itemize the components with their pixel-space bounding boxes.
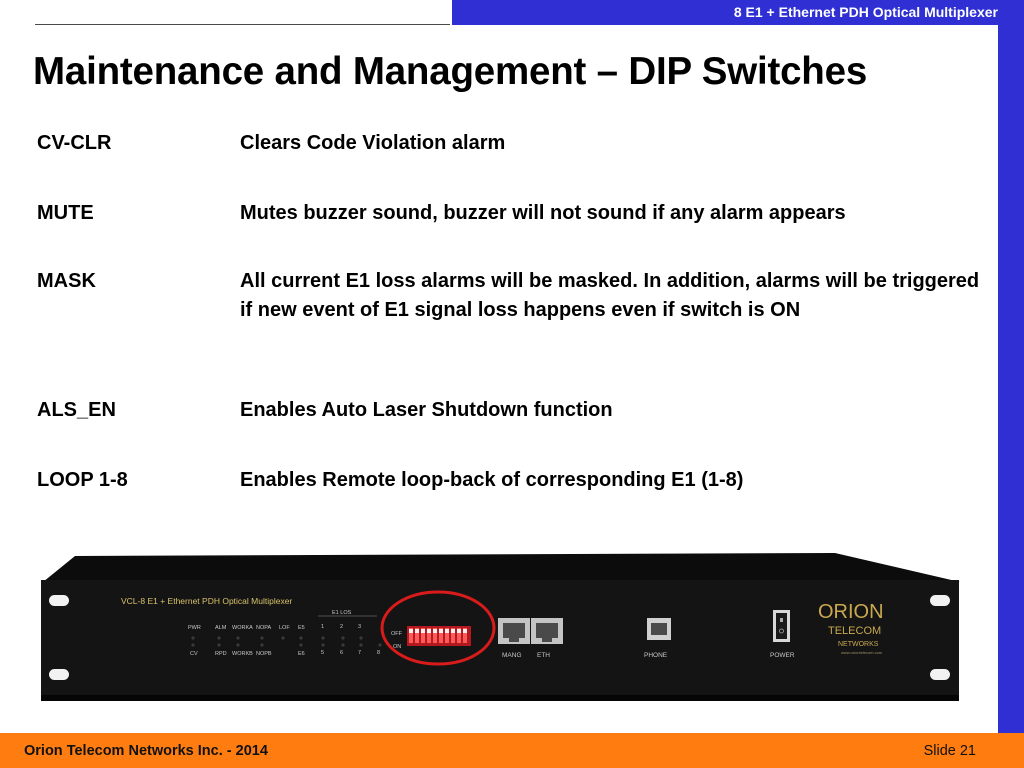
port-label-phone: PHONE	[644, 652, 668, 659]
e1-num-7: 7	[358, 650, 362, 656]
device-photo	[35, 548, 963, 708]
led-label-lof: LOF	[279, 625, 290, 631]
definition-desc: Enables Auto Laser Shutdown function	[240, 399, 613, 421]
led-label-nopb: NOPB	[256, 651, 272, 657]
port-label-power: POWER	[770, 652, 795, 659]
footer-company: Orion Telecom Networks Inc. - 2014	[24, 743, 268, 759]
dip-switch-block	[407, 626, 471, 646]
definition-desc: Clears Code Violation alarm	[240, 132, 506, 154]
led-label-e6: E6	[298, 651, 305, 657]
led-label-pwr: PWR	[188, 625, 201, 631]
dip-off-label: OFF	[391, 631, 402, 637]
e1-num-6: 6	[340, 650, 344, 656]
led-label-cv: CV	[190, 651, 198, 657]
e1-num-8: 8	[377, 650, 381, 656]
definition-desc: Enables Remote loop-back of corresponding E1 (1-8)	[240, 469, 744, 491]
definition-term: CV-CLR	[37, 132, 112, 154]
definition-desc: All current E1 loss alarms will be masked. In addition, alarms will be triggered if new event of E1 signal loss happens even if switch is ON	[240, 270, 980, 321]
e1-num-3: 3	[358, 624, 362, 630]
slide-title: Maintenance and Management – DIP Switches	[33, 50, 868, 93]
logo-url-text: www.oriontelecom.com	[841, 650, 883, 655]
logo-telecom-text: TELECOM	[828, 625, 882, 637]
rack-slot-top-left	[49, 595, 69, 606]
definition-desc: Mutes buzzer sound, buzzer will not sound if any alarm appears	[240, 202, 846, 224]
slide-footer	[0, 733, 1024, 768]
rj45-port-mang	[498, 618, 530, 644]
multiplexer-front-panel	[35, 548, 963, 708]
led-label-nopa: NOPA	[256, 625, 272, 631]
right-accent-bar	[998, 0, 1024, 733]
chassis-top	[43, 553, 960, 582]
led-label-alm: ALM	[215, 625, 227, 631]
dip-on-label: ON	[393, 644, 402, 650]
rack-slot-bottom-left	[49, 669, 69, 680]
header-rule	[35, 24, 450, 25]
led-label-e5: E5	[298, 625, 305, 631]
header-banner	[452, 0, 998, 25]
e1-num-2: 2	[340, 624, 344, 630]
definition-term: MUTE	[37, 202, 94, 224]
power-switch	[773, 610, 790, 642]
e1-num-5: 5	[321, 650, 325, 656]
definition-term: ALS_EN	[37, 399, 116, 421]
led-label-workb: WORKB	[232, 651, 253, 657]
e1-num-1: 1	[321, 624, 325, 630]
panel-bottom-edge	[41, 695, 959, 701]
footer-slide-number: Slide 21	[923, 743, 976, 759]
port-label-mang: MANG	[502, 652, 522, 659]
phone-port	[647, 618, 671, 640]
device-model-label: VCL-8 E1 + Ethernet PDH Optical Multiplexer	[121, 596, 293, 606]
rack-slot-bottom-right	[930, 669, 950, 680]
rack-slot-top-right	[930, 595, 950, 606]
e1-los-label: E1 LOS	[332, 610, 352, 616]
port-label-eth: ETH	[537, 652, 550, 659]
definition-term: MASK	[37, 270, 96, 292]
header-banner-text: 8 E1 + Ethernet PDH Optical Multiplexer	[733, 4, 998, 20]
definition-term: LOOP 1-8	[37, 469, 128, 491]
rj45-port-eth	[531, 618, 563, 644]
logo-networks-text: NETWORKS	[838, 641, 879, 648]
led-label-rpd: RPD	[215, 651, 227, 657]
logo-orion-text: ORION	[818, 601, 884, 623]
led-label-worka: WORKA	[232, 625, 253, 631]
